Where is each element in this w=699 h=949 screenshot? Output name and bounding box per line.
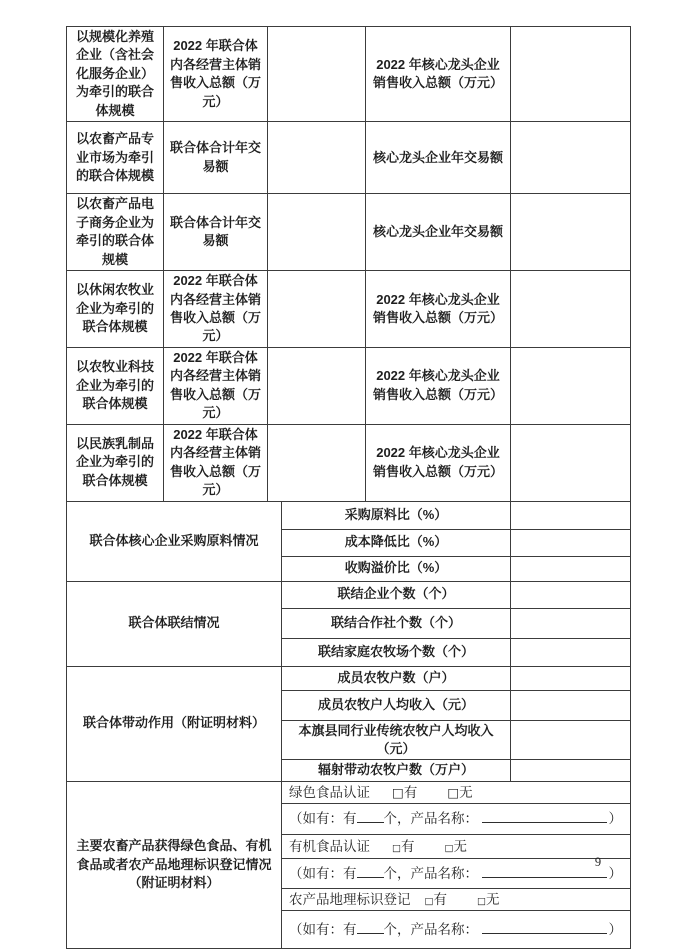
scale-row-label: 以农畜产品电子商务企业为牵引的联合体规模 xyxy=(67,194,164,271)
metric-label: 辐射带动农牧户数（万户） xyxy=(282,760,511,781)
cert-item-label: 绿色食品认证 xyxy=(289,784,370,800)
value-cell-right[interactable] xyxy=(511,347,631,424)
checkbox-yes[interactable]: □有 xyxy=(392,838,415,854)
table-row xyxy=(67,424,631,501)
table-row xyxy=(67,271,631,348)
checkbox-yes[interactable]: □有 xyxy=(392,784,418,800)
checkbox-icon[interactable]: □ xyxy=(444,842,454,854)
fill-infix: 个，产品名称： xyxy=(383,922,478,938)
metric-left-label: 2022 年联合体内各经营主体销售收入总额（万元） xyxy=(164,347,268,424)
cert-fill-in-row xyxy=(282,859,631,889)
fill-suffix: ） xyxy=(608,865,622,881)
product-name-blank-line[interactable] xyxy=(482,822,607,823)
fill-infix: 个，产品名称： xyxy=(383,865,478,881)
value-cell-left[interactable] xyxy=(268,347,366,424)
checkbox-yes[interactable]: □有 xyxy=(424,892,447,908)
checkbox-icon[interactable]: □ xyxy=(476,896,486,908)
metric-left-label: 2022 年联合体内各经营主体销售收入总额（万元） xyxy=(164,27,268,122)
table-row xyxy=(67,581,631,608)
metric-label: 联结企业个数（个） xyxy=(282,581,511,608)
metric-label: 联结家庭农牧场个数（个） xyxy=(282,638,511,666)
fill-prefix: （如有：有 xyxy=(289,922,357,938)
value-cell[interactable] xyxy=(511,760,631,781)
table-row xyxy=(67,122,631,194)
metric-right-label: 2022 年核心龙头企业销售收入总额（万元） xyxy=(366,347,511,424)
page-number: 9 xyxy=(594,855,602,869)
checkbox-icon[interactable]: □ xyxy=(447,784,460,800)
value-cell[interactable] xyxy=(511,581,631,608)
metric-right-label: 2022 年核心龙头企业销售收入总额（万元） xyxy=(366,271,511,348)
fill-prefix: （如有：有 xyxy=(289,811,357,827)
table-row xyxy=(67,194,631,271)
table-row xyxy=(67,347,631,424)
checkbox-icon[interactable]: □ xyxy=(424,896,434,908)
metric-label: 成员农牧户数（户） xyxy=(282,666,511,690)
metric-left-label: 联合体合计年交易额 xyxy=(164,122,268,194)
value-cell[interactable] xyxy=(511,529,631,556)
value-cell[interactable] xyxy=(511,720,631,760)
product-name-blank-line[interactable] xyxy=(482,877,607,878)
value-cell[interactable] xyxy=(511,638,631,666)
value-cell-left[interactable] xyxy=(268,27,366,122)
count-blank-line[interactable] xyxy=(357,822,384,823)
checkbox-no[interactable]: □无 xyxy=(444,838,467,854)
cert-checkbox-row-organic-food xyxy=(282,835,631,859)
cert-checkbox-row-green-food xyxy=(282,781,631,803)
table-row xyxy=(67,781,631,803)
scale-row-label: 以民族乳制品企业为牵引的联合体规模 xyxy=(67,424,164,501)
cert-item-label: 农产品地理标识登记 xyxy=(289,892,411,908)
value-cell-right[interactable] xyxy=(511,194,631,271)
value-cell-right[interactable] xyxy=(511,27,631,122)
cert-checkbox-row-geographic-indication xyxy=(282,889,631,911)
value-cell-right[interactable] xyxy=(511,271,631,348)
metric-label: 本旗县同行业传统农牧户人均收入（元） xyxy=(282,720,511,760)
fill-prefix: （如有：有 xyxy=(289,865,357,881)
section-label-certification: 主要农畜产品获得绿色食品、有机食品或者农产品地理标识登记情况（附证明材料） xyxy=(67,781,282,948)
metric-label: 收购溢价比（%） xyxy=(282,556,511,581)
count-blank-line[interactable] xyxy=(357,877,384,878)
metric-left-label: 联合体合计年交易额 xyxy=(164,194,268,271)
table-row xyxy=(67,27,631,122)
product-name-blank-line[interactable] xyxy=(482,933,607,934)
metric-left-label: 2022 年联合体内各经营主体销售收入总额（万元） xyxy=(164,271,268,348)
checkbox-icon[interactable]: □ xyxy=(392,784,404,800)
value-cell-left[interactable] xyxy=(268,424,366,501)
value-cell-left[interactable] xyxy=(268,271,366,348)
metric-right-label: 核心龙头企业年交易额 xyxy=(366,194,511,271)
value-cell[interactable] xyxy=(511,666,631,690)
metric-right-label: 2022 年核心龙头企业销售收入总额（万元） xyxy=(366,27,511,122)
scale-row-label: 以规模化养殖企业（含社会化服务企业）为牵引的联合体规模 xyxy=(67,27,164,122)
checkbox-no[interactable]: □无 xyxy=(447,784,473,800)
metric-right-label: 核心龙头企业年交易额 xyxy=(366,122,511,194)
metric-label: 成员农牧户人均收入（元） xyxy=(282,690,511,720)
metric-label: 联结合作社个数（个） xyxy=(282,608,511,638)
value-cell-right[interactable] xyxy=(511,122,631,194)
checkbox-icon[interactable]: □ xyxy=(392,842,401,854)
table-row xyxy=(67,666,631,690)
metric-right-label: 2022 年核心龙头企业销售收入总额（万元） xyxy=(366,424,511,501)
fill-suffix: ） xyxy=(608,811,622,827)
value-cell-left[interactable] xyxy=(268,194,366,271)
cert-fill-in-row xyxy=(282,804,631,835)
section-label-purchasing: 联合体核心企业采购原料情况 xyxy=(67,501,282,581)
cert-fill-in-row xyxy=(282,911,631,949)
table-row xyxy=(67,501,631,529)
fill-infix: 个，产品名称： xyxy=(383,811,478,827)
scale-row-label: 以休闲农牧业企业为牵引的联合体规模 xyxy=(67,271,164,348)
metric-left-label: 2022 年联合体内各经营主体销售收入总额（万元） xyxy=(164,424,268,501)
metric-label: 采购原料比（%） xyxy=(282,501,511,529)
section-label-linkage: 联合体联结情况 xyxy=(67,581,282,666)
value-cell[interactable] xyxy=(511,556,631,581)
value-cell[interactable] xyxy=(511,608,631,638)
value-cell[interactable] xyxy=(511,690,631,720)
value-cell-left[interactable] xyxy=(268,122,366,194)
checkbox-no[interactable]: □无 xyxy=(476,892,500,908)
count-blank-line[interactable] xyxy=(357,933,384,934)
scale-row-label: 以农牧业科技企业为牵引的联合体规模 xyxy=(67,347,164,424)
value-cell-right[interactable] xyxy=(511,424,631,501)
application-form-table xyxy=(66,26,631,949)
cert-item-label: 有机食品认证 xyxy=(289,838,370,854)
fill-suffix: ） xyxy=(608,922,622,938)
section-label-driving-effect: 联合体带动作用（附证明材料） xyxy=(67,666,282,781)
scale-row-label: 以农畜产品专业市场为牵引的联合体规模 xyxy=(67,122,164,194)
metric-label: 成本降低比（%） xyxy=(282,529,511,556)
value-cell[interactable] xyxy=(511,501,631,529)
